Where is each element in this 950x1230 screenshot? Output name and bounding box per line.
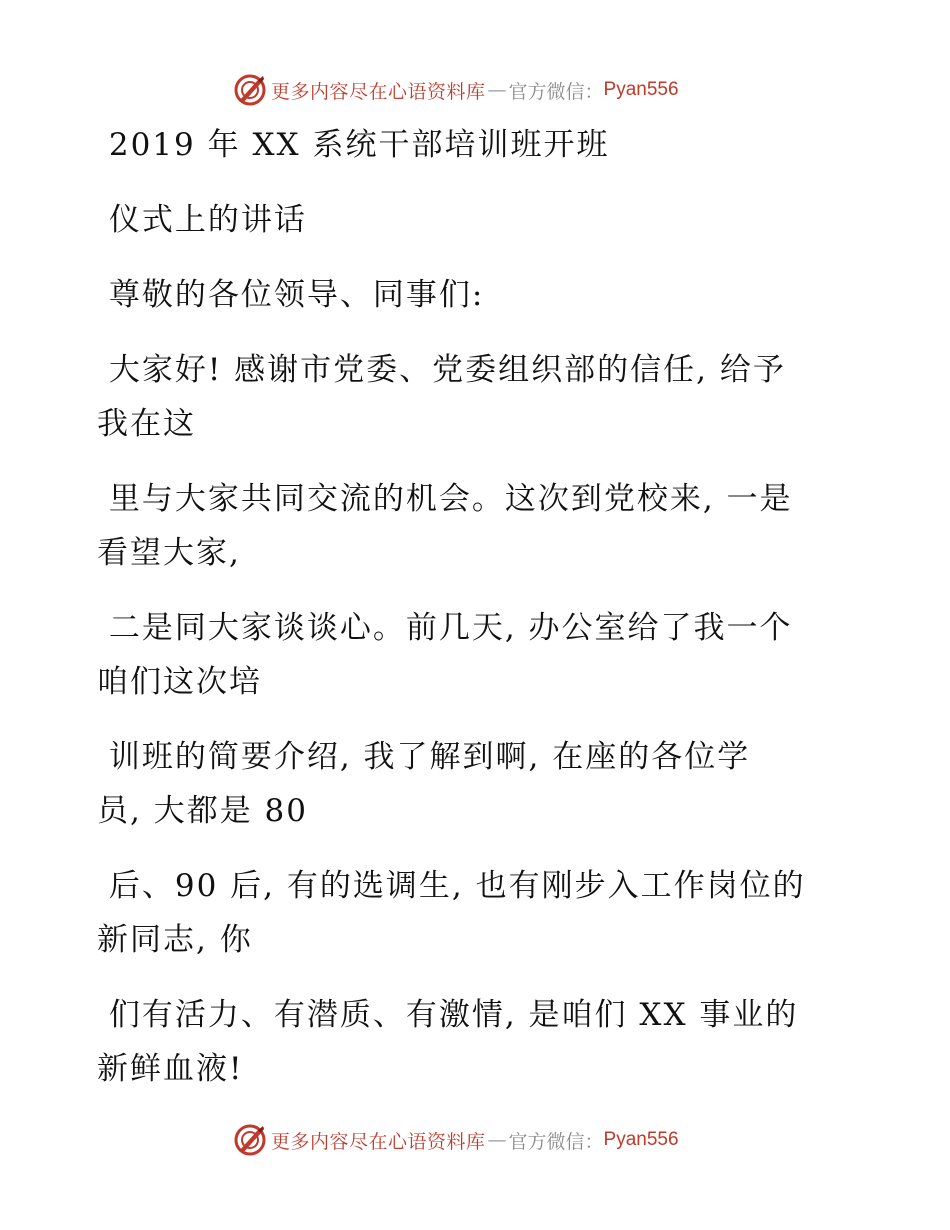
- document-title-line: 仪式上的讲话: [97, 202, 307, 238]
- footer-watermark: [233, 1120, 679, 1160]
- body-text-line: 们有活力、有潜质、有激情, 是咱们 XX 事业的: [97, 997, 799, 1033]
- body-text-line: 新同志, 你: [97, 922, 253, 958]
- body-text-line: 后、90 后, 有的选调生, 也有刚步入工作岗位的: [97, 868, 806, 904]
- body-text-line: 咱们这次培: [97, 664, 262, 700]
- body-text-line: 里与大家共同交流的机会。这次到党校来, 一是: [97, 481, 793, 517]
- pen-logo-icon: [233, 73, 267, 107]
- document-title-line: 2019 年 XX 系统干部培训班开班: [97, 127, 610, 163]
- watermark-text: 更多内容尽在心语资料库: [271, 80, 486, 103]
- watermark-wechat-label: 官方微信：: [508, 80, 604, 103]
- body-text-line: 训班的简要介绍, 我了解到啊, 在座的各位学: [97, 739, 751, 775]
- salutation-line: 尊敬的各位领导、同事们:: [97, 277, 485, 313]
- watermark-wechat-id: Pyan556: [603, 79, 679, 100]
- body-text-line: 二是同大家谈谈心。前几天, 办公室给了我一个: [97, 610, 793, 646]
- document-body: [97, 118, 857, 1096]
- pen-logo-icon: [233, 1123, 267, 1157]
- watermark-wechat-label: 官方微信：: [508, 1130, 604, 1153]
- body-text-line: 我在这: [97, 406, 196, 442]
- watermark-wechat-id: Pyan556: [603, 1129, 679, 1150]
- watermark-dash: —: [487, 79, 507, 101]
- header-watermark: [233, 70, 679, 110]
- watermark-dash: —: [487, 1129, 507, 1151]
- body-text-line: 新鲜血液!: [97, 1051, 244, 1087]
- body-text-line: 大家好! 感谢市党委、党委组织部的信任, 给予: [97, 352, 786, 388]
- body-text-line: 员, 大都是 80: [97, 793, 309, 829]
- watermark-text: 更多内容尽在心语资料库: [271, 1130, 486, 1153]
- body-text-line: 看望大家,: [97, 535, 241, 571]
